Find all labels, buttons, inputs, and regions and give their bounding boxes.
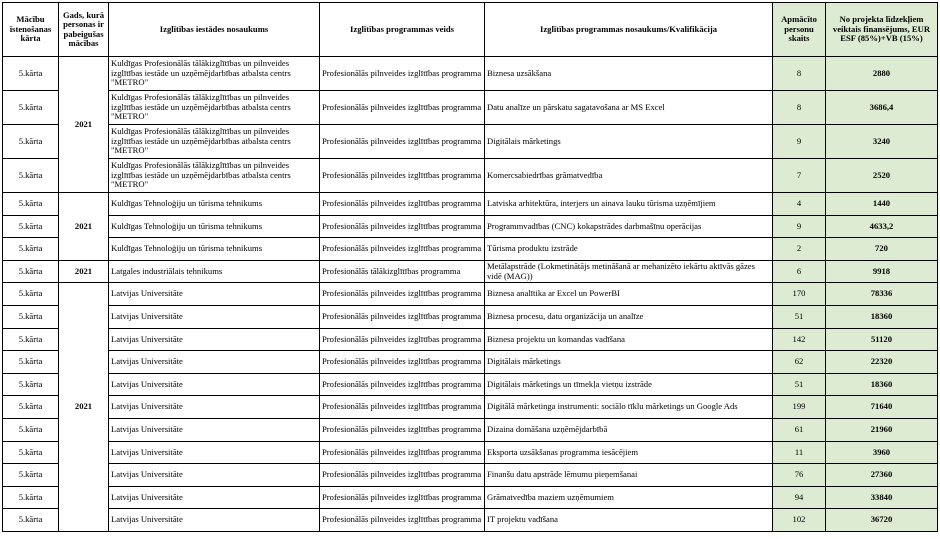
program-name-cell: Biznesa analītika ar Excel un PowerBI [485, 283, 773, 306]
header-program-type: Izglītības programmas veids [320, 3, 485, 57]
table-row [3, 260, 938, 283]
funding-cell: 4633,2 [826, 215, 938, 238]
table-row [3, 464, 938, 487]
header-year: Gads, kurā personas ir pabeigušas mācības [59, 3, 109, 57]
institution-cell: Latgales industriālais tehnikums [109, 260, 320, 283]
card-cell: 5.kārta [3, 91, 59, 125]
program-type-cell: Profesionālās pilnveides izglītības programma [320, 464, 485, 487]
institution-cell: Kuldīgas Profesionālās tālākizglītības un pilnveides izglītības iestāde un uzņēmējdarbības atbalsta centrs "METRO" [109, 91, 320, 125]
program-name-cell: Finanšu datu apstrāde lēmumu pieņemšanai [485, 464, 773, 487]
program-name-cell: Digitālais mārketings un tīmekļa vietņu izstrāde [485, 373, 773, 396]
table-row [3, 91, 938, 125]
card-cell: 5.kārta [3, 328, 59, 351]
funding-cell: 720 [826, 238, 938, 261]
institution-cell: Latvijas Universitāte [109, 418, 320, 441]
program-type-cell: Profesionālās pilnveides izglītības programma [320, 238, 485, 261]
card-cell: 5.kārta [3, 238, 59, 261]
program-name-cell: Dizaina domāšana uzņēmējdarbībā [485, 418, 773, 441]
count-cell: 61 [773, 418, 826, 441]
funding-cell: 3686,4 [826, 91, 938, 125]
card-cell: 5.kārta [3, 486, 59, 509]
count-cell: 76 [773, 464, 826, 487]
funding-cell: 3240 [826, 125, 938, 159]
program-type-cell: Profesionālās pilnveides izglītības programma [320, 125, 485, 159]
program-type-cell: Profesionālās pilnveides izglītības programma [320, 396, 485, 419]
count-cell: 2 [773, 238, 826, 261]
card-cell: 5.kārta [3, 509, 59, 532]
header-row [3, 3, 938, 57]
program-name-cell: Biznesa projektu un komandas vadīšana [485, 328, 773, 351]
program-name-cell: Tūrisma produktu izstrāde [485, 238, 773, 261]
year-cell: 2021 [59, 57, 109, 193]
count-cell: 142 [773, 328, 826, 351]
institution-cell: Kuldīgas Profesionālās tālākizglītības un pilnveides izglītības iestāde un uzņēmējdarbības atbalsta centrs "METRO" [109, 125, 320, 159]
table-row [3, 396, 938, 419]
funding-cell: 36720 [826, 509, 938, 532]
table-row [3, 486, 938, 509]
header-funding: No projekta līdzekļiem veiktais finansējums, EUR ESF (85%)+VB (15%) [826, 3, 938, 57]
program-name-cell: Datu analīze un pārskatu sagatavošana ar MS Excel [485, 91, 773, 125]
card-cell: 5.kārta [3, 215, 59, 238]
funding-cell: 18360 [826, 373, 938, 396]
program-name-cell: Biznesa procesu, datu organizācija un analīze [485, 305, 773, 328]
program-name-cell: Grāmatvedība maziem uzņēmumiem [485, 486, 773, 509]
table-row [3, 441, 938, 464]
count-cell: 11 [773, 441, 826, 464]
year-cell: 2021 [59, 283, 109, 532]
program-type-cell: Profesionālās pilnveides izglītības programma [320, 328, 485, 351]
program-type-cell: Profesionālās tālākizglītības programma [320, 260, 485, 283]
funding-cell: 21960 [826, 418, 938, 441]
funding-cell: 3960 [826, 441, 938, 464]
program-name-cell: Eksporta uzsākšanas programma iesācējiem [485, 441, 773, 464]
program-name-cell: Digitālais mārketings [485, 125, 773, 159]
table-row [3, 193, 938, 216]
header-institution: Izglītības iestādes nosaukums [109, 3, 320, 57]
table-row [3, 509, 938, 532]
table-row [3, 215, 938, 238]
program-name-cell: Komercsabiedrības grāmatvedība [485, 159, 773, 193]
institution-cell: Latvijas Universitāte [109, 464, 320, 487]
funding-cell: 2880 [826, 57, 938, 91]
count-cell: 199 [773, 396, 826, 419]
funding-cell: 2520 [826, 159, 938, 193]
card-cell: 5.kārta [3, 464, 59, 487]
table-row [3, 283, 938, 306]
program-name-cell: IT projektu vadīšana [485, 509, 773, 532]
card-cell: 5.kārta [3, 351, 59, 374]
header-trained-count: Apmācīto personu skaits [773, 3, 826, 57]
institution-cell: Latvijas Universitāte [109, 486, 320, 509]
card-cell: 5.kārta [3, 193, 59, 216]
card-cell: 5.kārta [3, 418, 59, 441]
program-type-cell: Profesionālās pilnveides izglītības programma [320, 486, 485, 509]
program-type-cell: Profesionālās pilnveides izglītības programma [320, 159, 485, 193]
card-cell: 5.kārta [3, 57, 59, 91]
institution-cell: Kuldīgas Tehnoloģiju un tūrisma tehnikums [109, 238, 320, 261]
card-cell: 5.kārta [3, 159, 59, 193]
program-type-cell: Profesionālās pilnveides izglītības programma [320, 351, 485, 374]
count-cell: 8 [773, 57, 826, 91]
program-type-cell: Profesionālās pilnveides izglītības programma [320, 215, 485, 238]
institution-cell: Latvijas Universitāte [109, 441, 320, 464]
table-row [3, 159, 938, 193]
count-cell: 170 [773, 283, 826, 306]
institution-cell: Latvijas Universitāte [109, 509, 320, 532]
program-type-cell: Profesionālās pilnveides izglītības programma [320, 305, 485, 328]
header-program-name: Izglītības programmas nosaukums/Kvalifikācija [485, 3, 773, 57]
program-type-cell: Profesionālās pilnveides izglītības programma [320, 509, 485, 532]
institution-cell: Latvijas Universitāte [109, 351, 320, 374]
card-cell: 5.kārta [3, 441, 59, 464]
count-cell: 4 [773, 193, 826, 216]
table-row [3, 328, 938, 351]
program-name-cell: Latviska arhitektūra, interjers un ainava lauku tūrisma uzņēmījiem [485, 193, 773, 216]
institution-cell: Kuldīgas Profesionālās tālākizglītības un pilnveides izglītības iestāde un uzņēmējdarbības atbalsta centrs "METRO" [109, 159, 320, 193]
program-type-cell: Profesionālās pilnveides izglītības programma [320, 91, 485, 125]
institution-cell: Latvijas Universitāte [109, 305, 320, 328]
program-type-cell: Profesionālās pilnveides izglītības programma [320, 441, 485, 464]
table-row [3, 351, 938, 374]
program-name-cell: Digitālais mārketings [485, 351, 773, 374]
card-cell: 5.kārta [3, 125, 59, 159]
funding-cell: 27360 [826, 464, 938, 487]
funding-cell: 1440 [826, 193, 938, 216]
program-name-cell: Digitālā mārketinga instrumenti: sociālo tīklu mārketings un Google Ads [485, 396, 773, 419]
card-cell: 5.kārta [3, 305, 59, 328]
funding-cell: 78336 [826, 283, 938, 306]
program-name-cell: Programmvadības (CNC) kokapstrādes darbmašīnu operācijas [485, 215, 773, 238]
training-report-table [2, 2, 938, 532]
table-row [3, 373, 938, 396]
institution-cell: Kuldīgas Tehnoloģiju un tūrisma tehnikums [109, 215, 320, 238]
program-type-cell: Profesionālās pilnveides izglītības programma [320, 283, 485, 306]
count-cell: 51 [773, 373, 826, 396]
table-row [3, 305, 938, 328]
institution-cell: Kuldīgas Profesionālās tālākizglītības un pilnveides izglītības iestāde un uzņēmējdarbības atbalsta centrs "METRO" [109, 57, 320, 91]
program-name-cell: Biznesa uzsākšana [485, 57, 773, 91]
count-cell: 8 [773, 91, 826, 125]
table-row [3, 418, 938, 441]
table-row [3, 125, 938, 159]
count-cell: 51 [773, 305, 826, 328]
table-row [3, 238, 938, 261]
count-cell: 62 [773, 351, 826, 374]
institution-cell: Kuldīgas Tehnoloģiju un tūrisma tehnikums [109, 193, 320, 216]
institution-cell: Latvijas Universitāte [109, 328, 320, 351]
count-cell: 6 [773, 260, 826, 283]
card-cell: 5.kārta [3, 283, 59, 306]
funding-cell: 22320 [826, 351, 938, 374]
year-cell: 2021 [59, 260, 109, 283]
count-cell: 9 [773, 215, 826, 238]
program-type-cell: Profesionālās pilnveides izglītības programma [320, 418, 485, 441]
count-cell: 7 [773, 159, 826, 193]
count-cell: 102 [773, 509, 826, 532]
card-cell: 5.kārta [3, 260, 59, 283]
institution-cell: Latvijas Universitāte [109, 373, 320, 396]
count-cell: 94 [773, 486, 826, 509]
institution-cell: Latvijas Universitāte [109, 283, 320, 306]
program-name-cell: Metālapstrāde (Lokmetinātājs metināšanā ar mehanizēto iekārtu aktīvās gāzes vidē (MAG)) [485, 260, 773, 283]
card-cell: 5.kārta [3, 373, 59, 396]
card-cell: 5.kārta [3, 396, 59, 419]
table-row [3, 57, 938, 91]
program-type-cell: Profesionālās pilnveides izglītības programma [320, 373, 485, 396]
funding-cell: 71640 [826, 396, 938, 419]
count-cell: 9 [773, 125, 826, 159]
funding-cell: 18360 [826, 305, 938, 328]
header-card: Mācību īstenošanas kārta [3, 3, 59, 57]
funding-cell: 33840 [826, 486, 938, 509]
program-type-cell: Profesionālās pilnveides izglītības programma [320, 193, 485, 216]
year-cell: 2021 [59, 193, 109, 261]
funding-cell: 51120 [826, 328, 938, 351]
program-type-cell: Profesionālās pilnveides izglītības programma [320, 57, 485, 91]
institution-cell: Latvijas Universitāte [109, 396, 320, 419]
funding-cell: 9918 [826, 260, 938, 283]
